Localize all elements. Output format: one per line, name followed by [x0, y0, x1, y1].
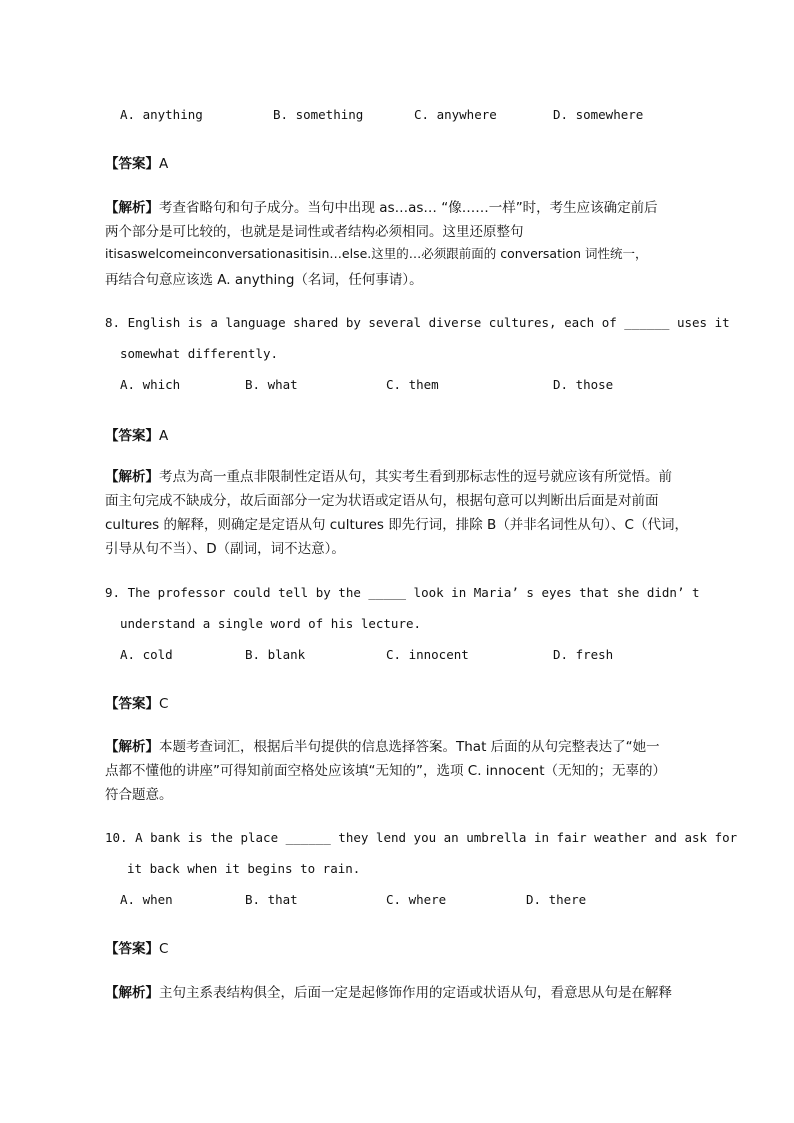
- q10-option-a: A. when: [120, 892, 173, 907]
- analysis-line: [105, 981, 672, 1001]
- q8-stem-cont: somewhat differently.: [120, 346, 279, 361]
- analysis-text: 考查省略句和句子成分。当句中出现 as…as… “像……一样”时，考生应该确定前后: [159, 200, 658, 216]
- answer-tag: 【答案】: [105, 428, 159, 444]
- analysis-line: cultures 的解释，则确定是定语从句 cultures 即先行词，排除 B（并非名词性从句）、C（代词，: [105, 517, 688, 533]
- q9-answer: [105, 692, 168, 712]
- q8-option-a: A. which: [120, 377, 181, 392]
- analysis-tag: 【解析】: [105, 985, 159, 1001]
- analysis-tag: 【解析】: [105, 200, 159, 216]
- q10-stem: 10. A bank is the place ______ they lend you an umbrella in fair weather and ask for: [105, 830, 738, 845]
- answer-tag: 【答案】: [105, 156, 159, 172]
- q8-option-b: B. what: [245, 377, 298, 392]
- q9-option-c: C. innocent: [386, 647, 469, 662]
- analysis-line: 两个部分是可比较的，也就是是词性或者结构必须相同。这里还原整句: [105, 224, 524, 240]
- q7-answer: [105, 152, 168, 172]
- q9-option-a: A. cold: [120, 647, 173, 662]
- q7-option-c: C. anywhere: [414, 107, 497, 122]
- q8-answer: [105, 424, 168, 444]
- analysis-text: 主句主系表结构俱全，后面一定是起修饰作用的定语或状语从句，看意思从句是在解释: [159, 985, 672, 1001]
- q9-option-d: D. fresh: [553, 647, 614, 662]
- analysis-line: 点都不懂他的讲座”可得知前面空格处应该填“无知的”，选项 C. innocent（无知的；无辜的）: [105, 763, 666, 779]
- q9-stem-cont: understand a single word of his lecture.: [120, 616, 422, 631]
- analysis-tag: 【解析】: [105, 469, 159, 485]
- analysis-line: 面主句完成不缺成分，故后面部分一定为状语或定语从句，根据句意可以判断出后面是对前面: [105, 493, 659, 509]
- q10-stem-cont: it back when it begins to rain.: [127, 861, 361, 876]
- q10-option-d: D. there: [526, 892, 587, 907]
- q8-stem: 8. English is a language shared by several diverse cultures, each of ______ uses it: [105, 315, 730, 330]
- answer-value: A: [159, 428, 169, 444]
- answer-value: C: [159, 696, 169, 712]
- analysis-tag: 【解析】: [105, 739, 159, 755]
- answer-value: A: [159, 156, 169, 172]
- q8-option-d: D. those: [553, 377, 614, 392]
- q8-option-c: C. them: [386, 377, 439, 392]
- q9-stem: 9. The professor could tell by the _____ look in Maria’ s eyes that she didn’ t: [105, 585, 700, 600]
- analysis-line: 引导从句不当）、D（副词，词不达意）。: [105, 541, 345, 557]
- answer-value: C: [159, 941, 169, 957]
- q9-option-b: B. blank: [245, 647, 306, 662]
- q10-option-b: B. that: [245, 892, 298, 907]
- q10-option-c: C. where: [386, 892, 447, 907]
- analysis-text: 本题考查词汇，根据后半句提供的信息选择答案。That 后面的从句完整表达了“她一: [159, 739, 660, 755]
- analysis-line: [105, 465, 672, 485]
- analysis-line: [105, 196, 658, 216]
- analysis-line: 再结合句意应该选 A. anything（名词，任何事请）。: [105, 272, 423, 288]
- answer-tag: 【答案】: [105, 941, 159, 957]
- analysis-line: itisaswelcomeinconversationasitisin…else.这里的…必须跟前面的 conversation 词性统一，: [105, 246, 648, 261]
- analysis-line: [105, 735, 660, 755]
- analysis-text: 考点为高一重点非限制性定语从句，其实考生看到那标志性的逗号就应该有所觉悟。前: [159, 469, 672, 485]
- analysis-line: 符合题意。: [105, 787, 173, 803]
- q7-option-b: B. something: [273, 107, 364, 122]
- q7-option-d: D. somewhere: [553, 107, 644, 122]
- q7-option-a: A. anything: [120, 107, 203, 122]
- q10-answer: [105, 937, 168, 957]
- answer-tag: 【答案】: [105, 696, 159, 712]
